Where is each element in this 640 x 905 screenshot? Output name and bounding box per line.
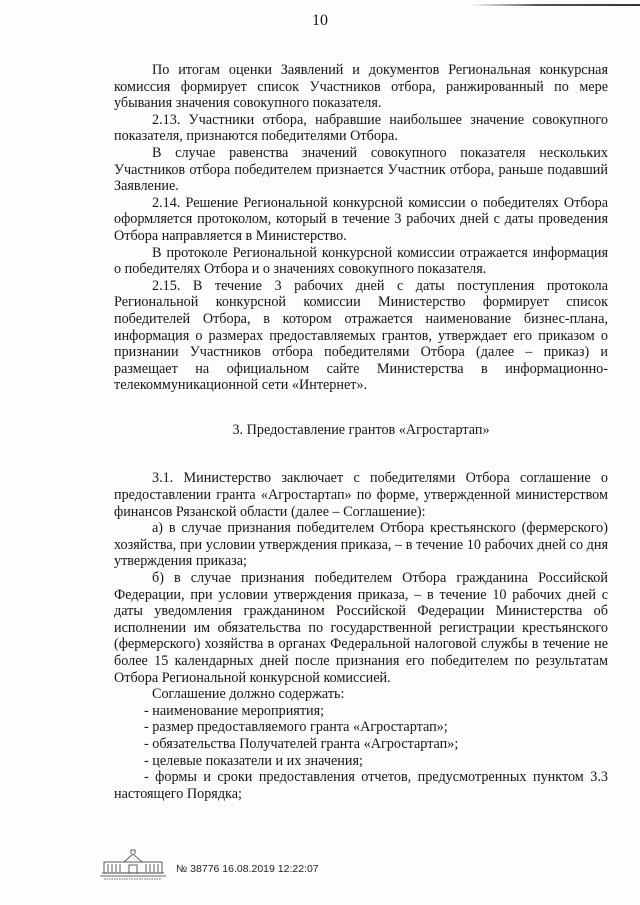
paragraph-3-1-a: а) в случае признания победителем Отбора крестьянского (фермерского) хозяйства, при условии утверждения приказа, – в течение 10 рабочих дней со дня утверждения приказа; (114, 520, 608, 570)
paragraph-agreement-intro: Соглашение должно содержать: (152, 686, 345, 703)
list-item: - наименование мероприятия; (144, 702, 325, 719)
list-item: - размер предоставляемого гранта «Агростартап»; (144, 719, 448, 736)
section-heading: 3. Предоставление грантов «Агростартап» (232, 421, 490, 438)
footer (98, 846, 398, 886)
paragraph-ranking: По итогам оценки Заявлений и документов Региональная конкурсная комиссия формирует список Участников отбора, ранжированный по мере убывания значения совокупного показателя. (114, 62, 608, 112)
paragraph-3-1-b: б) в случае признания победителем Отбора гражданина Российской Федерации, при условии утверждения приказа, – в течение 10 рабочих дней с даты уведомления гражданином Российской Федерации Министерства об исполнении им обязательства по государственной регистрации крестьянского (фермерского) хозяйства в органах Федеральной налоговой службы в течение не более 15 календарных дней после признания его победителем по результатам Отбора Региональной конкурсной комиссией. (114, 570, 608, 686)
paragraph-2-15: 2.15. В течение 3 рабочих дней с даты поступления протокола Региональной конкурсной комиссии Министерство формирует список победителей Отбора, в котором отражается наименование бизнес-плана, информация о размерах предоставляемых грантов, утверждает его приказом о признании Участников отбора победителями Отбора (далее – приказ) и размещает на официальном сайте Министерства в информационно-телекоммуникационной сети «Интернет». (114, 277, 608, 394)
scan-edge-line (470, 4, 640, 6)
list-item: - целевые показатели и их значения; (144, 752, 363, 769)
paragraph-3-1: 3.1. Министерство заключает с победителями Отбора соглашение о предоставлении гранта «Агростартап» по форме, утвержденной министерством финансов Рязанской области (далее – Соглашение): (114, 470, 608, 520)
government-building-logo-icon (98, 846, 168, 882)
paragraph-protocol: В протоколе Региональной конкурсной комиссии отражается информация о победителях Отбора и о значениях совокупного показателя. (114, 244, 608, 278)
document-registration-stamp: № 38776 16.08.2019 12:22:07 (176, 863, 319, 875)
document-body (114, 62, 608, 802)
paragraph-tie-rule: В случае равенства значений совокупного показателя нескольких Участников отбора победителем признается Участник отбора, раньше подавший Заявление. (114, 144, 608, 195)
page-number: 10 (312, 12, 328, 29)
list-item: - формы и сроки предоставления отчетов, предусмотренных пунктом 3.3 настоящего Порядка; (114, 769, 608, 802)
list-item: - обязательства Получателей гранта «Агростартап»; (144, 735, 459, 752)
paragraph-2-13: 2.13. Участники отбора, набравшие наибольшее значение совокупного показателя, признаются победителями Отбора. (114, 111, 608, 145)
paragraph-2-14: 2.14. Решение Региональной конкурсной комиссии о победителях Отбора оформляется протоколом, который в течение 3 рабочих дней с даты проведения Отбора направляется в Министерство. (114, 194, 608, 244)
